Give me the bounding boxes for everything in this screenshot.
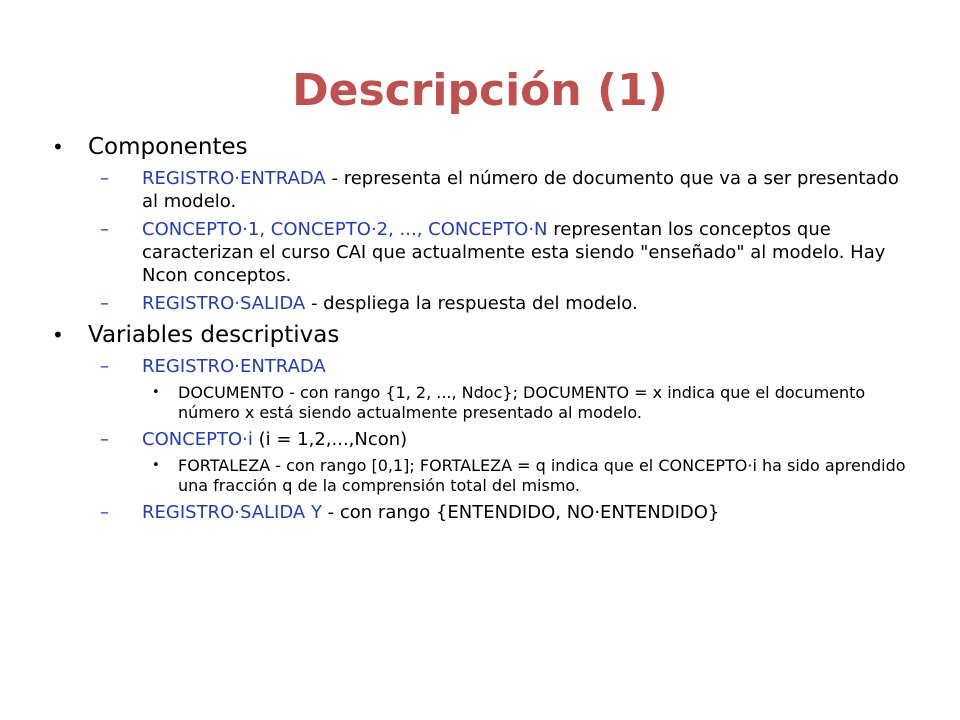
item-text: - representa el número de documento que va a ser presentado al modelo. (142, 168, 899, 212)
dash-icon: – (100, 219, 109, 240)
item-text: representan los conceptos que caracterizan el curso CAI que actualmente esta siendo "enseñado" al modelo. Hay Ncon conceptos. (142, 219, 886, 286)
highlight-term: REGISTRO·ENTRADA (142, 356, 326, 377)
list-item (100, 428, 912, 451)
list-item (100, 292, 912, 315)
list-item (100, 355, 912, 378)
list-item (100, 501, 912, 524)
list-item (100, 218, 912, 287)
slide-body (52, 128, 912, 529)
list-item (100, 167, 912, 213)
sub-list-item (152, 456, 912, 496)
item-text: - con rango {ENTENDIDO, NO·ENTENDIDO} (321, 502, 720, 523)
dash-icon: – (100, 356, 109, 377)
highlight-term: REGISTRO·SALIDA Y (142, 502, 322, 523)
dash-icon: – (100, 293, 109, 314)
highlight-term: REGISTRO·ENTRADA (142, 168, 326, 189)
bullet-list (52, 132, 912, 524)
slide-title: Descripción (1) (292, 65, 668, 116)
dash-icon: – (100, 502, 109, 523)
bullet-icon: • (52, 323, 64, 347)
section-componentes (52, 132, 912, 162)
highlight-term: CONCEPTO·1, CONCEPTO·2, ..., CONCEPTO·N (142, 219, 548, 240)
dash-icon: – (100, 168, 109, 189)
sub-item-text: FORTALEZA - con rango [0,1]; FORTALEZA = q indica que el CONCEPTO·i ha sido aprendido una fracción q de la comprensión total del mismo. (178, 456, 906, 495)
section-variables-descriptivas (52, 320, 912, 350)
bullet-icon: • (52, 135, 64, 159)
dash-icon: – (100, 429, 109, 450)
sub-item-text: DOCUMENTO - con rango {1, 2, ..., Ndoc}; DOCUMENTO = x indica que el documento número x está siendo actualmente presentado al modelo. (178, 383, 866, 422)
sub-list-item (152, 383, 912, 423)
item-text: - despliega la respuesta del modelo. (305, 293, 638, 314)
highlight-term: REGISTRO·SALIDA (142, 293, 306, 314)
bullet-icon: • (152, 458, 160, 473)
section-heading: Variables descriptivas (88, 322, 340, 348)
section-heading: Componentes (88, 134, 248, 160)
item-text: (i = 1,2,...,Ncon) (252, 429, 408, 450)
highlight-term: CONCEPTO·i (142, 429, 253, 450)
bullet-icon: • (152, 385, 160, 400)
